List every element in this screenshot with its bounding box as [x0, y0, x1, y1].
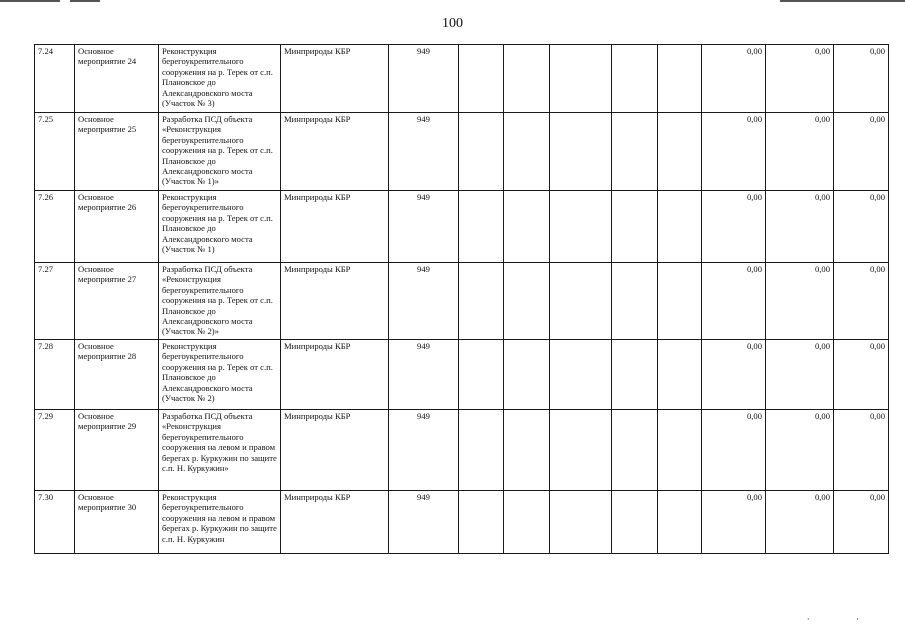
measure-description: Разработка ПСД объекта «Реконструкция берегоукрепительного сооружения на левом и правом берегах р. Куркужин по защите с.п. Н. Куркужин»: [159, 410, 281, 491]
empty-cell: [459, 113, 504, 191]
empty-cell: [612, 113, 658, 191]
empty-cell: [612, 340, 658, 410]
grbs-code: 949: [389, 191, 459, 263]
value-cell: 0,00: [834, 491, 889, 554]
empty-cell: [658, 263, 702, 340]
measure-description: Реконструкция берегоукрепительного сооружения на р. Терек от с.п. Плановское до Александровского моста (Участок № 3): [159, 45, 281, 113]
grbs-code: 949: [389, 263, 459, 340]
value-cell: 0,00: [702, 113, 766, 191]
empty-cell: [459, 263, 504, 340]
table-row: [35, 491, 889, 554]
executor: Минприроды КБР: [281, 410, 389, 491]
empty-cell: [612, 191, 658, 263]
empty-cell: [504, 491, 550, 554]
measure-description: Реконструкция берегоукрепительного сооружения на левом и правом берегах р. Куркужин по защите с.п. Н. Куркужин: [159, 491, 281, 554]
empty-cell: [658, 491, 702, 554]
empty-cell: [504, 263, 550, 340]
executor: Минприроды КБР: [281, 491, 389, 554]
executor: Минприроды КБР: [281, 340, 389, 410]
value-cell: 0,00: [766, 191, 834, 263]
value-cell: 0,00: [834, 191, 889, 263]
scan-noise-marks: · ·: [806, 614, 881, 624]
empty-cell: [612, 491, 658, 554]
measure-name: Основное мероприятие 30: [75, 491, 159, 554]
empty-cell: [612, 263, 658, 340]
empty-cell: [459, 191, 504, 263]
scan-edge-marks: [0, 0, 905, 4]
value-cell: 0,00: [702, 263, 766, 340]
empty-cell: [550, 113, 612, 191]
empty-cell: [658, 410, 702, 491]
executor: Минприроды КБР: [281, 45, 389, 113]
empty-cell: [504, 191, 550, 263]
empty-cell: [459, 410, 504, 491]
grbs-code: 949: [389, 45, 459, 113]
measure-name: Основное мероприятие 29: [75, 410, 159, 491]
measure-name: Основное мероприятие 25: [75, 113, 159, 191]
grbs-code: 949: [389, 491, 459, 554]
empty-cell: [658, 45, 702, 113]
table-row: [35, 191, 889, 263]
value-cell: 0,00: [766, 340, 834, 410]
measure-name: Основное мероприятие 27: [75, 263, 159, 340]
empty-cell: [504, 410, 550, 491]
table-row: [35, 263, 889, 340]
grbs-code: 949: [389, 340, 459, 410]
empty-cell: [459, 491, 504, 554]
value-cell: 0,00: [834, 113, 889, 191]
executor: Минприроды КБР: [281, 191, 389, 263]
measure-name: Основное мероприятие 26: [75, 191, 159, 263]
grbs-code: 949: [389, 410, 459, 491]
measure-description: Реконструкция берегоукрепительного сооружения на р. Терек от с.п. Плановское до Александровского моста (Участок № 1): [159, 191, 281, 263]
empty-cell: [459, 45, 504, 113]
value-cell: 0,00: [766, 113, 834, 191]
empty-cell: [550, 340, 612, 410]
value-cell: 0,00: [834, 263, 889, 340]
empty-cell: [550, 263, 612, 340]
row-code: 7.26: [35, 191, 75, 263]
empty-cell: [658, 113, 702, 191]
table-row: [35, 340, 889, 410]
measure-description: Разработка ПСД объекта «Реконструкция берегоукрепительного сооружения на р. Терек от с.п. Плановское до Александровского моста (Участок № 2)»: [159, 263, 281, 340]
empty-cell: [550, 191, 612, 263]
table-row: [35, 113, 889, 191]
table-row: [35, 45, 889, 113]
empty-cell: [504, 340, 550, 410]
empty-cell: [504, 45, 550, 113]
executor: Минприроды КБР: [281, 113, 389, 191]
row-code: 7.27: [35, 263, 75, 340]
value-cell: 0,00: [834, 45, 889, 113]
value-cell: 0,00: [834, 410, 889, 491]
empty-cell: [459, 340, 504, 410]
empty-cell: [504, 113, 550, 191]
grbs-code: 949: [389, 113, 459, 191]
value-cell: 0,00: [702, 410, 766, 491]
measure-description: Реконструкция берегоукрепительного сооружения на р. Терек от с.п. Плановское до Александровского моста (Участок № 2): [159, 340, 281, 410]
row-code: 7.29: [35, 410, 75, 491]
empty-cell: [550, 45, 612, 113]
row-code: 7.25: [35, 113, 75, 191]
empty-cell: [612, 45, 658, 113]
row-code: 7.28: [35, 340, 75, 410]
value-cell: 0,00: [702, 340, 766, 410]
executor: Минприроды КБР: [281, 263, 389, 340]
row-code: 7.30: [35, 491, 75, 554]
measure-description: Разработка ПСД объекта «Реконструкция берегоукрепительного сооружения на р. Терек от с.п. Плановское до Александровского моста (Участок № 1)»: [159, 113, 281, 191]
value-cell: 0,00: [766, 45, 834, 113]
value-cell: 0,00: [834, 340, 889, 410]
empty-cell: [612, 410, 658, 491]
value-cell: 0,00: [702, 191, 766, 263]
value-cell: 0,00: [702, 491, 766, 554]
empty-cell: [550, 491, 612, 554]
empty-cell: [550, 410, 612, 491]
program-measures-table: [34, 44, 889, 554]
measure-name: Основное мероприятие 24: [75, 45, 159, 113]
value-cell: 0,00: [766, 491, 834, 554]
page-number: 100: [442, 16, 463, 31]
value-cell: 0,00: [766, 263, 834, 340]
table-row: [35, 410, 889, 491]
value-cell: 0,00: [702, 45, 766, 113]
empty-cell: [658, 191, 702, 263]
value-cell: 0,00: [766, 410, 834, 491]
row-code: 7.24: [35, 45, 75, 113]
measure-name: Основное мероприятие 28: [75, 340, 159, 410]
empty-cell: [658, 340, 702, 410]
